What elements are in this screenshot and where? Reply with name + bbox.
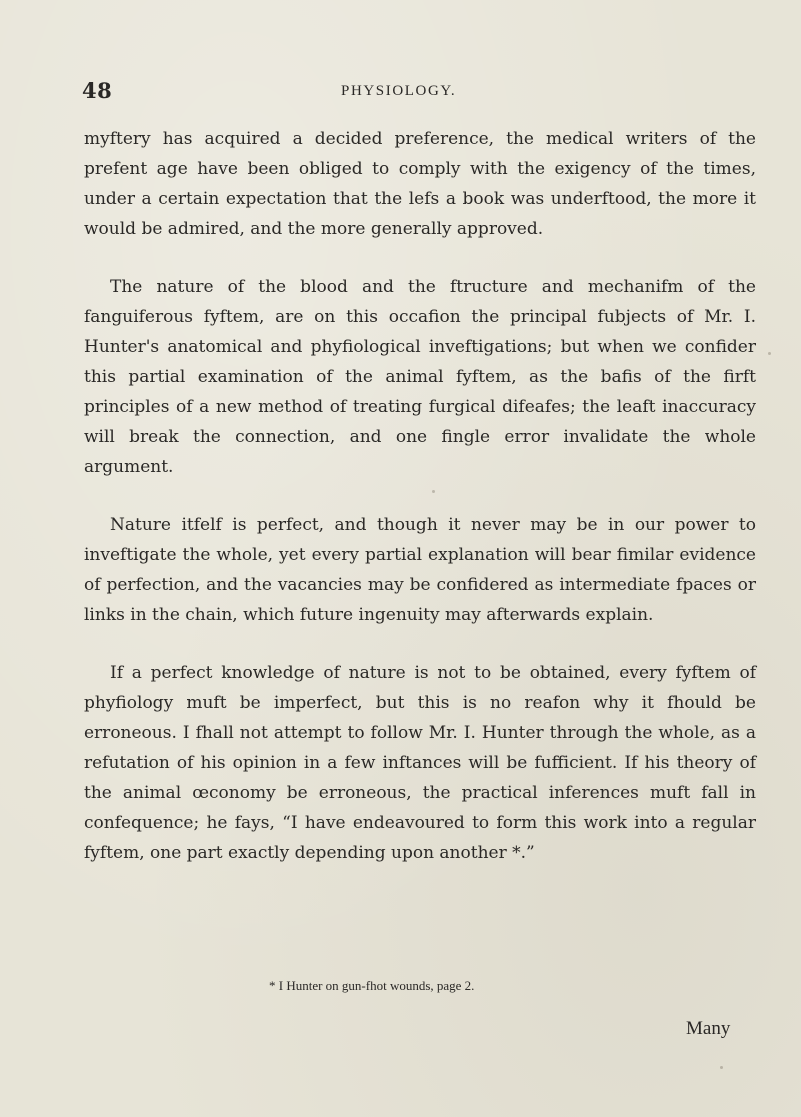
footnote: * I Hunter on gun-fhot wounds, page 2. <box>269 978 475 993</box>
paper-speck <box>768 352 771 355</box>
body-text <box>84 124 756 868</box>
catchword: Many <box>686 1018 731 1039</box>
paragraph-blood-structure: The nature of the blood and the ftructure and mechanifm of the fanguiferous fyftem, are on this occafion the principal fubjects of Mr. I. Hunter's anatomical and phyfiological inveftigations; but when we confider this partial examination of the animal fyftem, as the bafis of the firft principles of a new method of treating furgical difeafes; the leaft inaccuracy will break the connection, and one fingle error invalidate the whole argument. <box>84 277 756 477</box>
page-number: 48 <box>82 78 113 103</box>
paragraph-continued: myftery has acquired a decided preference, the medical writers of the prefent age have been obliged to comply with the exigency of the times, under a certain expectation that the lefs a book was underftood, the more it would be admired, and the more generally approved. <box>84 129 756 239</box>
paper-speck <box>720 1066 723 1069</box>
paper-speck <box>618 289 621 292</box>
paragraph-nature-perfect: Nature itfelf is perfect, and though it never may be in our power to inveftigate the whole, yet every partial explanation will bear fimilar evidence of perfection, and the vacancies may be confidered as intermediate fpaces or links in the chain, which future ingenuity may afterwards explain. <box>84 515 756 625</box>
paragraph-perfect-knowledge: If a perfect knowledge of nature is not to be obtained, every fyftem of phyfiology muft be imperfect, but this is no reafon why it fhould be erroneous. I fhall not attempt to follow Mr. I. Hunter through the whole, as a refutation of his opinion in a few inftances will be fufficient. If his theory of the animal œconomy be erroneous, the practical inferences muft fall in confequence; he fays, “I have endeavoured to form this work into a regular fyftem, one part exactly depending upon another *.” <box>84 663 756 863</box>
paper-speck <box>432 490 435 493</box>
running-title: PHYSIOLOGY. <box>341 83 457 99</box>
